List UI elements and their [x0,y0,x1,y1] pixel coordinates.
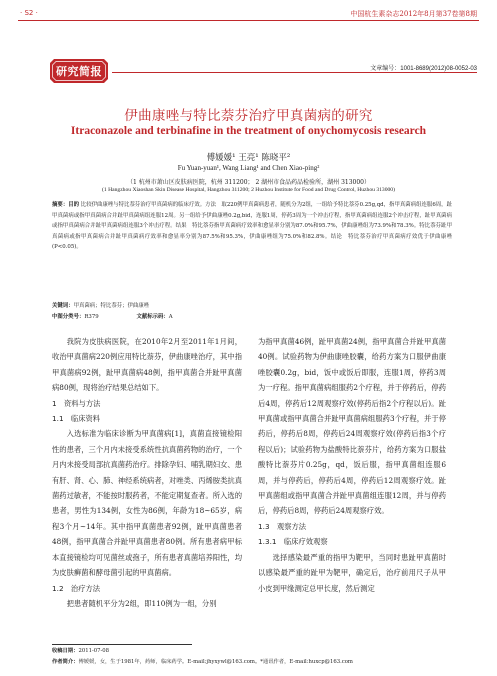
intro-paragraph: 我院为皮肤病医院，在2010年2月至2011年1月间，收治甲真菌病220例应用特比萘芬，伊曲康唑治疗，其中指甲真菌病92例，趾甲真菌病48例，指甲真菌合并趾甲真菌病80例，现将治疗结果总结如下。 [52,337,242,393]
keywords-text: 甲真菌病；特比萘芬；伊曲康唑 [73,303,150,309]
affiliation-chinese: （1 杭州市萧山区皮肤病医院，杭州 311200； 2 湖州市食品药品检验所，湖州 313000） [127,179,370,186]
subsection-heading-clinical-data: 1.1 临床资料 [52,414,101,424]
section-badge-label: 研究简报 [56,65,102,78]
keywords [52,301,149,309]
clc-value: R379 [84,314,99,320]
section-badge [50,59,108,83]
received-label: 收稿日期： [52,648,79,654]
affiliation-english: (1 Hangzhou Xiaoshan Skin Disease Hospital, Hangzhou 311200; 2 Huzhou Institute for Food and Drug Control, Huzhou 313000) [102,187,395,193]
authors-english: Fu Yuan-yuan¹, Wang Liang¹ and Chen Xiao-ping² [177,164,320,172]
keywords-label: 关键词： [52,303,74,309]
efficacy-paragraph: 选择感染最严重的指甲为靶甲，当同时患趾甲真菌时以感染最严重的趾甲为靶甲，确定后，治疗前用尺子从甲小皮到甲缘测定总甲长度，然后测定 [258,552,446,593]
treatment-paragraph: 把患者随机平分为2组，即110例为一组，分别 [66,598,217,608]
document-code [136,314,190,320]
footnote-rule [52,644,192,645]
footnote-received [52,646,109,654]
classification [52,312,209,320]
journal-title: 中国杭生素杂志2012年8月第37卷第8期 [350,10,477,18]
article-number: 文章编号：1001-8689(2012)08-0052-03 [370,66,477,72]
badge-rule [112,72,477,73]
section-heading-materials: 1 资料与方法 [52,398,101,408]
received-date: 2011-07-08 [78,648,110,654]
title-english: Itraconazole and terbinafine in the treatment of onychomycosis research [70,125,427,137]
body-right-column [258,334,446,596]
subsection-heading-clinical-efficacy: 1.3.1 临床疗效观察 [258,537,328,547]
abstract-label: 摘要：目的 [52,202,80,208]
clinical-data-paragraph: 入选标准为临床诊断为甲真菌病[1]，真菌直接镜检阳性的患者，三个月内未接受系统性抗真菌药物的治疗，一个月内未接受局部抗真菌药治疗。排除孕妇、哺乳期妇女、患有肝、肾、心、肺、神经系统病者，对唑类、丙烯胺类抗真菌药过敏者，不能按时服药者，不能定期复查者。所入选的患者，男性为134例，女性为86例，年龄为18~65岁，病程3个月~14年。其中指甲真菌患者92例，趾甲真菌患者48例，指甲真菌合并趾甲真菌患者80例。所有患者病甲标本直接镜检均可见菌丝或孢子，所有患者真菌培养阳性，均为皮肤癣菌和酵母菌引起的甲真菌病。 [52,429,242,578]
clc-code [52,314,117,320]
treatment-continued-paragraph: 为指甲真菌46例，趾甲真菌24例，指甲真菌合并趾甲真菌40例。试验药物为伊曲康唑胶囊，给药方案为口服伊曲康唑胶囊0.2g，bid，饭中或饭后即服，连服1周，停药3周为一疗程。指甲真菌病组服药2个疗程，并于停药后，停药后4周，停药后12周观察疗效(停药后指2个疗程以后)。趾甲真菌或指甲真菌合并趾甲真菌病组服药3个疗程，并于停药后，停药后8周，停药后24周观察疗效(停药后指3个疗程以后)；试验药物为盐酸特比萘芬片，给药方案为口服盐酸特比萘芬片0.25g，qd，饭后服，指甲真菌组连服6周，并与停药后，停药后4周，停药后12周观察疗效。趾甲真菌组或指甲真菌合并趾甲真菌组连服12周，并与停药后，停药后8周，停药后24周观察疗效。 [258,337,446,516]
abstract [52,200,452,253]
page-number: · S2 · [20,9,38,17]
clc-label: 中图分类号： [52,314,85,320]
subsection-heading-treatment: 1.2 治疗方法 [52,583,101,593]
footnote-author [52,657,353,665]
author-info-label: 作者简介： [52,659,79,665]
subsection-heading-observation: 1.3 观察方法 [258,521,307,531]
title-chinese: 伊曲康唑与特比萘芬治疗甲真菌病的研究 [124,108,373,124]
doc-value: A [168,314,173,320]
author-info: 傅媛媛，女，生于1981年，药师，临床药学。E-mail:jhyxywl@163.com。*通讯作者，E-mail:huxcp@163.com [78,659,353,665]
authors-chinese: 傅媛媛¹ 王亮¹ 陈晓平² [206,153,291,163]
body-left-column [52,334,242,611]
header-rule [18,20,479,21]
doc-label: 文献标示码： [136,314,169,320]
abstract-text: 比较伊曲康唑与特比萘芬治疗甲真菌病的临床疗效。方法 取220例甲真菌病患者，随机分为2组，一组给予特比萘芬0.25g,qd，指甲真菌病组连服6周，趾甲真菌病或指甲真菌病合并趾甲真菌病组连服12周。另一组给予伊曲康唑0.2g,bid，连服1周，停药3周为一个冲击疗程，指甲真菌病组连服2个冲击疗程，趾甲真菌病或指甲真菌病合并趾甲真菌病组连服3个冲击疗程。结果 特比萘芬指甲真菌病疗效率和愈显率分别为87.0%和95.7%，伊曲康唑组为73.9%和78.3%。特比萘芬趾甲真菌病或指甲真菌病合并趾甲真菌病疗效率和愈显率分别为87.5%和95.3%，伊曲康唑组为75.0%和82.8%。结论 特比萘芬治疗甲真菌病疗效优于伊曲康唑(P<0.05)。 [52,202,452,251]
